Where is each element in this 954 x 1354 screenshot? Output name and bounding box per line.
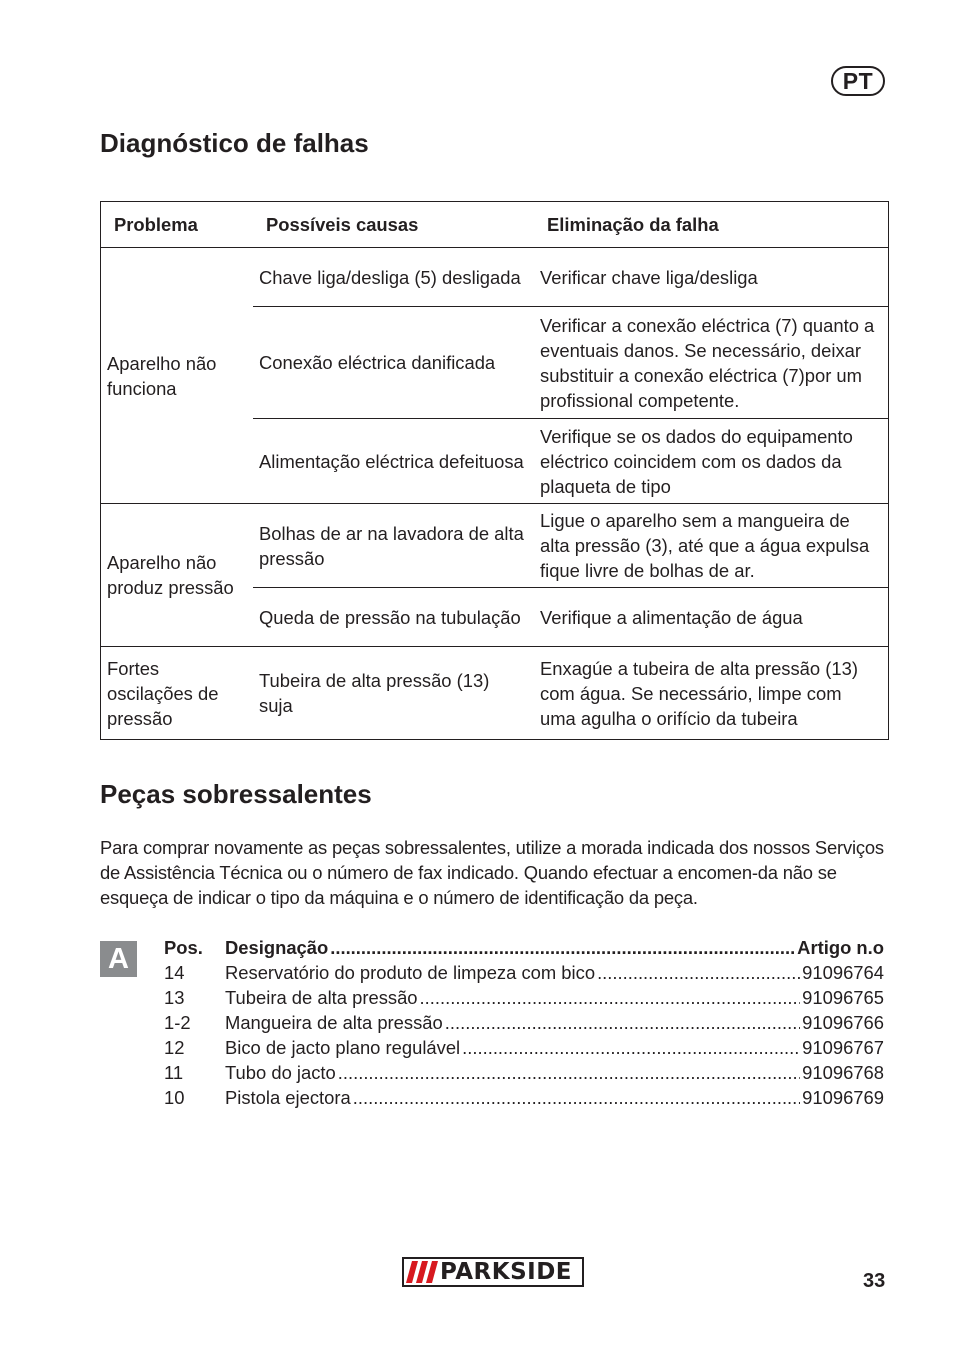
fix-cell: Ligue o aparelho sem a mangueira de alta pressão (3), até que a água expulsa fique livre de bolhas de ar. bbox=[534, 504, 889, 588]
table-header-row bbox=[101, 202, 889, 248]
list-item bbox=[164, 1035, 884, 1060]
part-article: 91096767 bbox=[802, 1037, 884, 1058]
leader-dots bbox=[445, 1010, 800, 1035]
spare-parts-intro: Para comprar novamente as peças sobressalentes, utilize a morada indicada dos nossos Serviços de Assistência Técnica ou o número de fax indicado. Quando efectuar a encomen-da não se esqueça de indicar o tipo da máquina e o número de identificação da peça. bbox=[100, 837, 884, 908]
cause-cell: Conexão eléctrica danificada bbox=[253, 307, 534, 419]
diagnostics-table bbox=[100, 201, 889, 740]
cause-cell: Tubeira de alta pressão (13) suja bbox=[253, 647, 534, 740]
fix-cell: Verificar chave liga/desliga bbox=[534, 248, 889, 307]
problem-cell: Aparelho não funciona bbox=[101, 248, 254, 504]
parkside-logo bbox=[402, 1257, 584, 1287]
spare-parts-title: Peças sobressalentes bbox=[100, 779, 372, 809]
diagnostics-title: Diagnóstico de falhas bbox=[100, 128, 369, 158]
cause-cell: Alimentação eléctrica defeituosa bbox=[253, 419, 534, 504]
page-number: 33 bbox=[863, 1270, 886, 1292]
language-badge: PT bbox=[831, 66, 885, 96]
fix-cell: Verificar a conexão eléctrica (7) quanto a eventuais danos. Se necessário, deixar substituir a conexão eléctrica (7)por um profissional competente. bbox=[534, 307, 889, 419]
part-designation: Mangueira de alta pressão bbox=[225, 1012, 443, 1033]
part-article: 91096766 bbox=[802, 1012, 884, 1033]
part-pos: 14 bbox=[164, 962, 185, 983]
table-row bbox=[101, 647, 889, 740]
part-designation: Tubeira de alta pressão bbox=[225, 987, 418, 1008]
header-causes: Possíveis causas bbox=[253, 202, 534, 248]
leader-dots bbox=[330, 935, 795, 960]
part-pos: 10 bbox=[164, 1087, 185, 1108]
list-item bbox=[164, 1085, 884, 1110]
designation-header: Designação bbox=[225, 937, 329, 958]
parts-list bbox=[164, 935, 884, 1110]
part-article: 91096765 bbox=[802, 987, 884, 1008]
list-item bbox=[164, 1010, 884, 1035]
logo-stripes-icon bbox=[406, 1261, 440, 1283]
problem-cell: Aparelho não produz pressão bbox=[101, 504, 254, 647]
part-article: 91096768 bbox=[802, 1062, 884, 1083]
part-designation: Pistola ejectora bbox=[225, 1087, 351, 1108]
leader-dots bbox=[420, 985, 801, 1010]
leader-dots bbox=[353, 1085, 800, 1110]
table-row bbox=[101, 248, 889, 307]
leader-dots bbox=[597, 960, 800, 985]
part-designation: Tubo do jacto bbox=[225, 1062, 336, 1083]
leader-dots bbox=[462, 1035, 800, 1060]
table-row bbox=[101, 504, 889, 588]
logo-wordmark: PARKSIDE bbox=[440, 1259, 573, 1285]
part-pos: 1-2 bbox=[164, 1012, 191, 1033]
fix-cell: Verifique a alimentação de água bbox=[534, 588, 889, 647]
part-pos: 12 bbox=[164, 1037, 185, 1058]
header-problem: Problema bbox=[101, 202, 254, 248]
parts-header-row bbox=[164, 935, 884, 960]
list-item bbox=[164, 960, 884, 985]
part-pos: 11 bbox=[164, 1062, 184, 1083]
list-item bbox=[164, 985, 884, 1010]
article-header: Artigo n.o bbox=[797, 937, 884, 958]
part-article: 91096769 bbox=[802, 1087, 884, 1108]
part-designation: Bico de jacto plano regulável bbox=[225, 1037, 461, 1058]
cause-cell: Chave liga/desliga (5) desligada bbox=[253, 248, 534, 307]
pos-header: Pos. bbox=[164, 937, 203, 958]
cause-cell: Queda de pressão na tubulação bbox=[253, 588, 534, 647]
figure-label-badge: A bbox=[100, 941, 137, 977]
fix-cell: Verifique se os dados do equipamento eléctrico coincidem com os dados da plaqueta de tipo bbox=[534, 419, 889, 504]
part-article: 91096764 bbox=[802, 962, 884, 983]
header-fix: Eliminação da falha bbox=[534, 202, 889, 248]
fix-cell: Enxagúe a tubeira de alta pressão (13) com água. Se necessário, limpe com uma agulha o orifício da tubeira bbox=[534, 647, 889, 740]
list-item bbox=[164, 1060, 884, 1085]
cause-cell: Bolhas de ar na lavadora de alta pressão bbox=[253, 504, 534, 588]
part-pos: 13 bbox=[164, 987, 185, 1008]
part-designation: Reservatório do produto de limpeza com bico bbox=[225, 962, 596, 983]
leader-dots bbox=[338, 1060, 800, 1085]
problem-cell: Fortes oscilações de pressão bbox=[101, 647, 254, 740]
